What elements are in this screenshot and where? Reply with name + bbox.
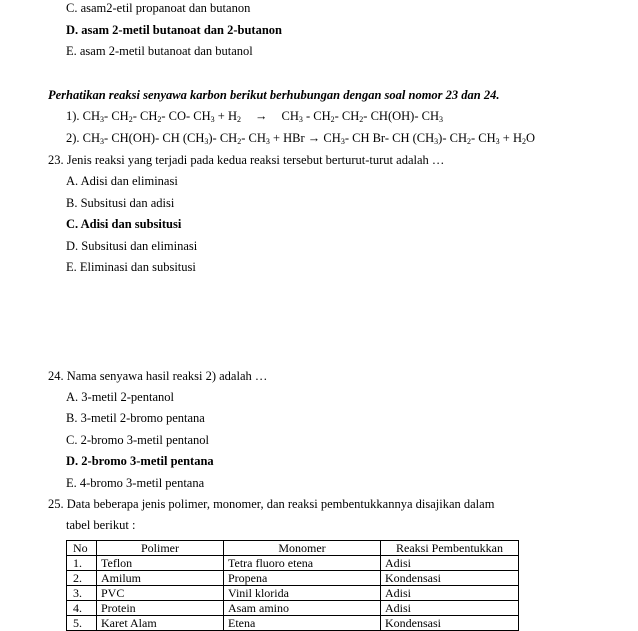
- q23-option-e: E. Eliminasi dan subsitusi: [66, 260, 196, 274]
- cell-monomer: Asam amino: [224, 601, 381, 616]
- q23-option-c: C. Adisi dan subsitusi: [66, 217, 182, 231]
- cell-monomer: Propena: [224, 571, 381, 586]
- header-reaksi: Reaksi Pembentukkan: [381, 541, 519, 556]
- q24-option-c: C. 2-bromo 3-metil pentanol: [66, 433, 210, 447]
- q23-question: 23. Jenis reaksi yang terjadi pada kedua reaksi tersebut berturut-turut adalah …: [48, 153, 445, 167]
- q23-option-a: A. Adisi dan eliminasi: [66, 174, 178, 188]
- cell-monomer: Etena: [224, 616, 381, 631]
- reaction-2: 2). $CH_3-$ CH(OH)- CH $(CH_3)-$ $CH_2-$ $CH_3$ + HBr → $CH_3-$ CH Br- CH $(CH_3)-$ $CH_2-$ $CH_3 + H_2O$: [66, 131, 535, 146]
- cell-no: 2.: [67, 571, 97, 586]
- q24-option-e: E. 4-bromo 3-metil pentana: [66, 476, 205, 490]
- table-row: [67, 616, 519, 631]
- header-polimer: Polimer: [97, 541, 224, 556]
- table-row: [67, 601, 519, 616]
- q25-question: 25. Data beberapa jenis polimer, monomer, dan reaksi pembentukkannya disajikan dalam: [48, 497, 495, 511]
- cell-monomer: Vinil klorida: [224, 586, 381, 601]
- q22-option-d: D. asam 2-metil butanoat dan 2-butanon: [66, 23, 283, 37]
- header-no: No: [67, 541, 97, 556]
- cell-reaksi: Adisi: [381, 556, 519, 571]
- cell-polimer: Protein: [97, 601, 224, 616]
- q24-question: 24. Nama senyawa hasil reaksi 2) adalah …: [48, 369, 268, 383]
- cell-polimer: Teflon: [97, 556, 224, 571]
- cell-reaksi: Adisi: [381, 586, 519, 601]
- table-row: [67, 571, 519, 586]
- q23-option-b: B. Subsitusi dan adisi: [66, 196, 175, 210]
- table-header-row: [67, 541, 519, 556]
- cell-polimer: Amilum: [97, 571, 224, 586]
- cell-no: 3.: [67, 586, 97, 601]
- q24-option-d: D. 2-bromo 3-metil pentana: [66, 454, 214, 468]
- q25-question-cont: tabel berikut :: [66, 518, 136, 532]
- instruction-text: Perhatikan reaksi senyawa karbon berikut berhubungan dengan soal nomor 23 dan 24.: [48, 88, 500, 102]
- cell-polimer: PVC: [97, 586, 224, 601]
- polymer-table: [66, 540, 519, 631]
- q24-option-b: B. 3-metil 2-bromo pentana: [66, 411, 205, 425]
- cell-no: 5.: [67, 616, 97, 631]
- header-monomer: Monomer: [224, 541, 381, 556]
- cell-reaksi: Kondensasi: [381, 616, 519, 631]
- reaction-1: 1). $CH_3-$ $CH_2-$ $CH_2-$ CO- $CH_3 + H_2 \to CH_3 - CH_2-$ $CH_2-$ CH(OH)- $CH_3$: [66, 109, 443, 124]
- reaction-arrow: →: [254, 109, 268, 123]
- q23-option-d: D. Subsitusi dan eliminasi: [66, 239, 198, 253]
- q22-option-c: C. asam2-etil propanoat dan butanon: [66, 1, 251, 15]
- cell-no: 1.: [67, 556, 97, 571]
- cell-reaksi: Adisi: [381, 601, 519, 616]
- table-row: [67, 556, 519, 571]
- q24-option-a: A. 3-metil 2-pentanol: [66, 390, 174, 404]
- cell-monomer: Tetra fluoro etena: [224, 556, 381, 571]
- cell-no: 4.: [67, 601, 97, 616]
- q22-option-e: E. asam 2-metil butanoat dan butanol: [66, 44, 253, 58]
- cell-reaksi: Kondensasi: [381, 571, 519, 586]
- cell-polimer: Karet Alam: [97, 616, 224, 631]
- table-row: [67, 586, 519, 601]
